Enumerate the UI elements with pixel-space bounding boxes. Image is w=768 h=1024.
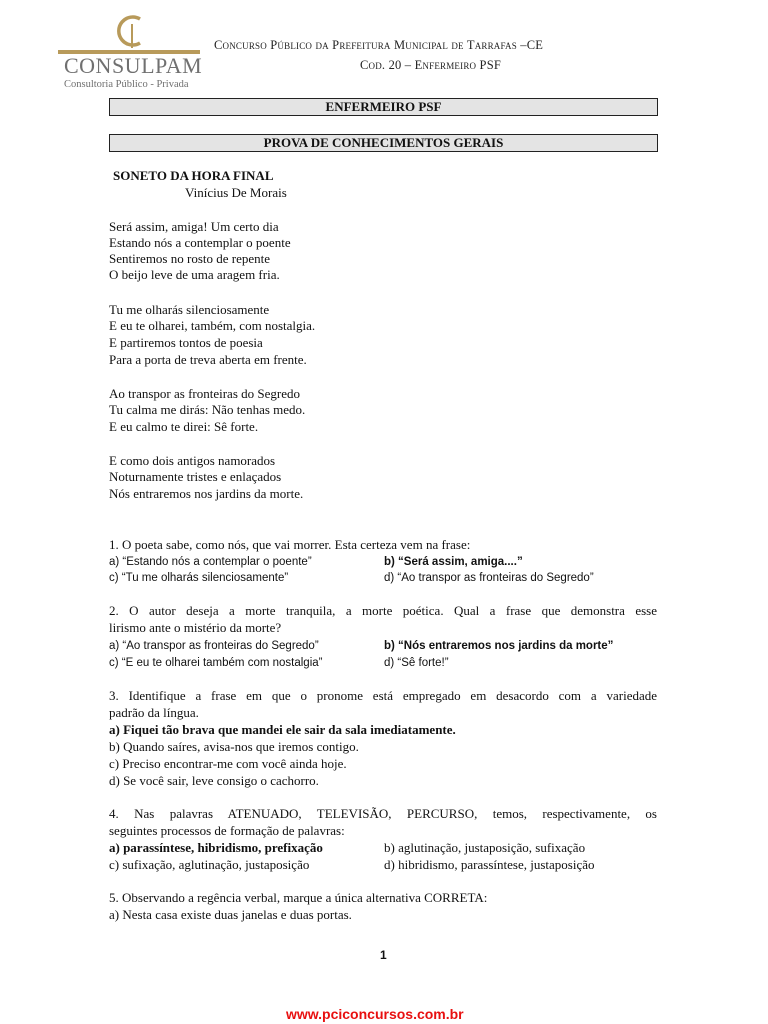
question-4-option-b: b) aglutinação, justaposição, sufixação	[384, 840, 586, 855]
poem-line: Para a porta de treva aberta em frente.	[109, 352, 307, 367]
poem-line: Será assim, amiga! Um certo dia	[109, 219, 279, 234]
question-1-option-b: b) “Será assim, amiga....”	[384, 556, 523, 568]
question-4-text: 4. Nas palavras ATENUADO, TELEVISÃO, PERCURSO, temos, respectivamente, os	[109, 806, 657, 821]
question-2-option-b: b) “Nós entraremos nos jardins da morte”	[384, 640, 614, 652]
poem-line: Tu me olharás silenciosamente	[109, 302, 270, 317]
section-title: PROVA DE CONHECIMENTOS GERAIS	[109, 134, 658, 152]
poem-line: Nós entraremos nos jardins da morte.	[109, 486, 304, 501]
question-3-text-cont: padrão da língua.	[109, 705, 199, 720]
question-2-text: 2. O autor deseja a morte tranquila, a morte poética. Qual a frase que demonstra esse	[109, 603, 657, 618]
page-number: 1	[380, 948, 387, 962]
question-3-option-d: d) Se você sair, leve consigo o cachorro.	[109, 773, 319, 788]
question-5-text: 5. Observando a regência verbal, marque a única alternativa CORRETA:	[109, 890, 488, 905]
poem-line: Ao transpor as fronteiras do Segredo	[109, 386, 300, 401]
question-3-text: 3. Identifique a frase em que o pronome está empregado em desacordo com a variedade	[109, 688, 657, 703]
consulpam-logo	[58, 10, 203, 90]
poem-line: Estando nós a contemplar o poente	[109, 235, 291, 250]
question-2-option-c: c) “E eu te olharei também com nostalgia”	[109, 657, 323, 669]
question-2-option-d: d) “Sê forte!”	[384, 657, 449, 669]
footer-url[interactable]: www.pciconcursos.com.br	[286, 1006, 464, 1022]
poem-line: E como dois antigos namorados	[109, 453, 276, 468]
logo-c-mark-icon	[110, 10, 150, 50]
question-4-text-cont: seguintes processos de formação de palavras:	[109, 823, 345, 838]
header-contest: Concurso Público da Prefeitura Municipal de Tarrafas –CE	[214, 38, 544, 52]
question-4-option-a: a) parassíntese, hibridismo, prefixação	[109, 840, 323, 855]
question-2-text-cont: lirismo ante o mistério da morte?	[109, 620, 282, 635]
logo-name: CONSULPAM	[64, 53, 203, 78]
question-2-option-a: a) “Ao transpor as fronteiras do Segredo”	[109, 640, 319, 652]
header-code: Cod. 20 – Enfermeiro PSF	[360, 58, 502, 72]
poem-line: E eu calmo te direi: Sê forte.	[109, 419, 259, 434]
question-1-text: 1. O poeta sabe, como nós, que vai morrer. Esta certeza vem na frase:	[109, 537, 471, 552]
question-4-option-d: d) hibridismo, parassíntese, justaposição	[384, 857, 595, 872]
poem-line: E eu te olharei, também, com nostalgia.	[109, 318, 316, 333]
poem-title: SONETO DA HORA FINAL	[113, 168, 274, 183]
poem-line: Noturnamente tristes e enlaçados	[109, 469, 282, 484]
poem-line: E partiremos tontos de poesia	[109, 335, 263, 350]
poem-author: Vinícius De Morais	[185, 185, 287, 200]
question-4-option-c: c) sufixação, aglutinação, justaposição	[109, 857, 310, 872]
question-3-option-b: b) Quando saíres, avisa-nos que iremos contigo.	[109, 739, 359, 754]
question-5-option-a: a) Nesta casa existe duas janelas e duas portas.	[109, 907, 352, 922]
question-3-option-a: a) Fiquei tão brava que mandei ele sair da sala imediatamente.	[109, 722, 456, 737]
role-title: ENFERMEIRO PSF	[109, 98, 658, 116]
poem-line: Tu calma me dirás: Não tenhas medo.	[109, 402, 306, 417]
question-1-option-a: a) “Estando nós a contemplar o poente”	[109, 556, 312, 568]
question-1-option-d: d) “Ao transpor as fronteiras do Segredo”	[384, 572, 594, 584]
poem-line: O beijo leve de uma aragem fria.	[109, 267, 280, 282]
question-3-option-c: c) Preciso encontrar-me com você ainda hoje.	[109, 756, 347, 771]
logo-subtitle: Consultoria Público - Privada	[64, 79, 189, 90]
question-1-option-c: c) “Tu me olharás silenciosamente”	[109, 572, 289, 584]
poem-line: Sentiremos no rosto de repente	[109, 251, 271, 266]
